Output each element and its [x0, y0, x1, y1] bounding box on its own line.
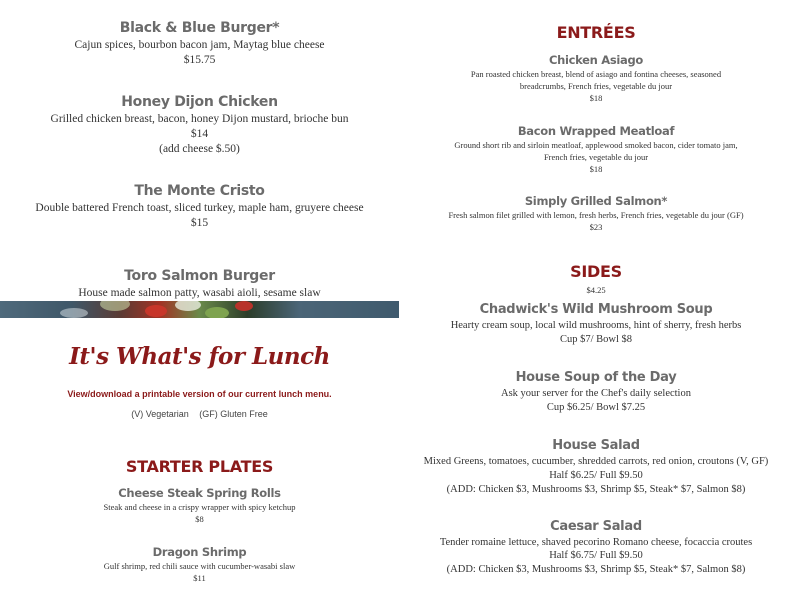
menu-item-title: Toro Salmon Burger — [124, 268, 275, 284]
section-heading-entrees: ENTRÉES — [556, 23, 636, 42]
menu-item-price: Half $6.75/ Full $9.50 — [549, 550, 643, 561]
menu-item-price: Half $6.25/ Full $9.50 — [549, 470, 643, 481]
menu-item-price: $15 — [190, 217, 209, 229]
menu-item-addons: (ADD: Chicken $3, Mushrooms $3, Shrimp $5, Steak* $7, Salmon $8) — [446, 564, 746, 575]
menu-item-price: $14 — [190, 128, 209, 140]
section-heading-starters: STARTER PLATES — [125, 457, 274, 476]
menu-item-title: House Salad — [552, 438, 640, 453]
menu-item-description: French fries, vegetable du jour — [543, 152, 649, 162]
menu-item-description: Gulf shrimp, red chili sauce with cucumber-wasabi slaw — [103, 561, 296, 571]
menu-item-price: $11 — [193, 573, 206, 583]
menu-item-description: breadcrumbs, French fries, vegetable du jour — [519, 81, 673, 91]
legend-gluten-free: (GF) Gluten Free — [199, 409, 268, 419]
menu-item-title: Caesar Salad — [550, 519, 642, 534]
menu-item-description: Steak and cheese in a crispy wrapper with spicy ketchup — [103, 502, 296, 512]
menu-item-description: Double battered French toast, sliced turkey, maple ham, gruyere cheese — [35, 202, 364, 214]
menu-item-title: Chadwick's Wild Mushroom Soup — [479, 302, 713, 317]
menu-item-title: Cheese Steak Spring Rolls — [118, 486, 281, 500]
menu-item-description: Mixed Greens, tomatoes, cucumber, shredded carrots, red onion, croutons (V, GF) — [423, 456, 769, 467]
menu-item-title: Honey Dijon Chicken — [121, 94, 278, 110]
menu-item-description: Fresh salmon filet grilled with lemon, fresh herbs, French fries, vegetable du jour (GF) — [448, 210, 744, 220]
menu-item-price: $15.75 — [183, 54, 216, 66]
menu-item-price: $18 — [589, 93, 603, 103]
menu-item-price: Cup $6.25/ Bowl $7.25 — [546, 402, 646, 413]
menu-item-description: Grilled chicken breast, bacon, honey Dijon mustard, brioche bun — [50, 113, 349, 125]
menu-item-description: Pan roasted chicken breast, blend of asiago and fontina cheeses, seasoned — [470, 69, 722, 79]
menu-item-addons: (ADD: Chicken $3, Mushrooms $3, Shrimp $5, Steak* $7, Salmon $8) — [446, 484, 746, 495]
menu-item-title: Chicken Asiago — [548, 53, 644, 67]
page-title: It's What's for Lunch — [69, 343, 330, 370]
left-column — [0, 0, 399, 600]
menu-item-description: Cajun spices, bourbon bacon jam, Maytag blue cheese — [74, 39, 325, 51]
menu-item-price: $23 — [589, 222, 603, 232]
menu-item-description: Tender romaine lettuce, shaved pecorino Romano cheese, focaccia croutes — [439, 537, 753, 548]
salad-banner-image — [0, 301, 399, 318]
dietary-legend — [0, 409, 399, 419]
menu-item-description: House made salmon patty, wasabi aioli, sesame slaw — [78, 287, 321, 299]
menu-item-title: Dragon Shrimp — [152, 545, 247, 559]
menu-item-title: Bacon Wrapped Meatloaf — [517, 124, 675, 138]
section-heading-sides: SIDES — [570, 262, 622, 281]
menu-item-price: $8 — [195, 514, 204, 524]
menu-item-description: Ask your server for the Chef's daily selection — [501, 388, 691, 399]
menu-item-note: (add cheese $.50) — [159, 143, 240, 155]
menu-item-title: The Monte Cristo — [134, 183, 265, 199]
menu-item-title: House Soup of the Day — [515, 370, 677, 385]
sides-price: $4.25 — [586, 285, 606, 295]
download-menu-link[interactable]: View/download a printable version of our current lunch menu. — [67, 389, 332, 399]
menu-item-description: Hearty cream soup, local wild mushrooms, hint of sherry, fresh herbs — [450, 320, 742, 331]
menu-item-title: Simply Grilled Salmon* — [524, 194, 668, 208]
legend-vegetarian: (V) Vegetarian — [131, 409, 189, 419]
menu-item-price: $18 — [589, 164, 603, 174]
menu-item-title: Black & Blue Burger* — [119, 20, 280, 36]
menu-item-price: Cup $7/ Bowl $8 — [559, 334, 633, 345]
menu-item-description: Ground short rib and sirloin meatloaf, applewood smoked bacon, cider tomato jam, — [454, 140, 738, 150]
